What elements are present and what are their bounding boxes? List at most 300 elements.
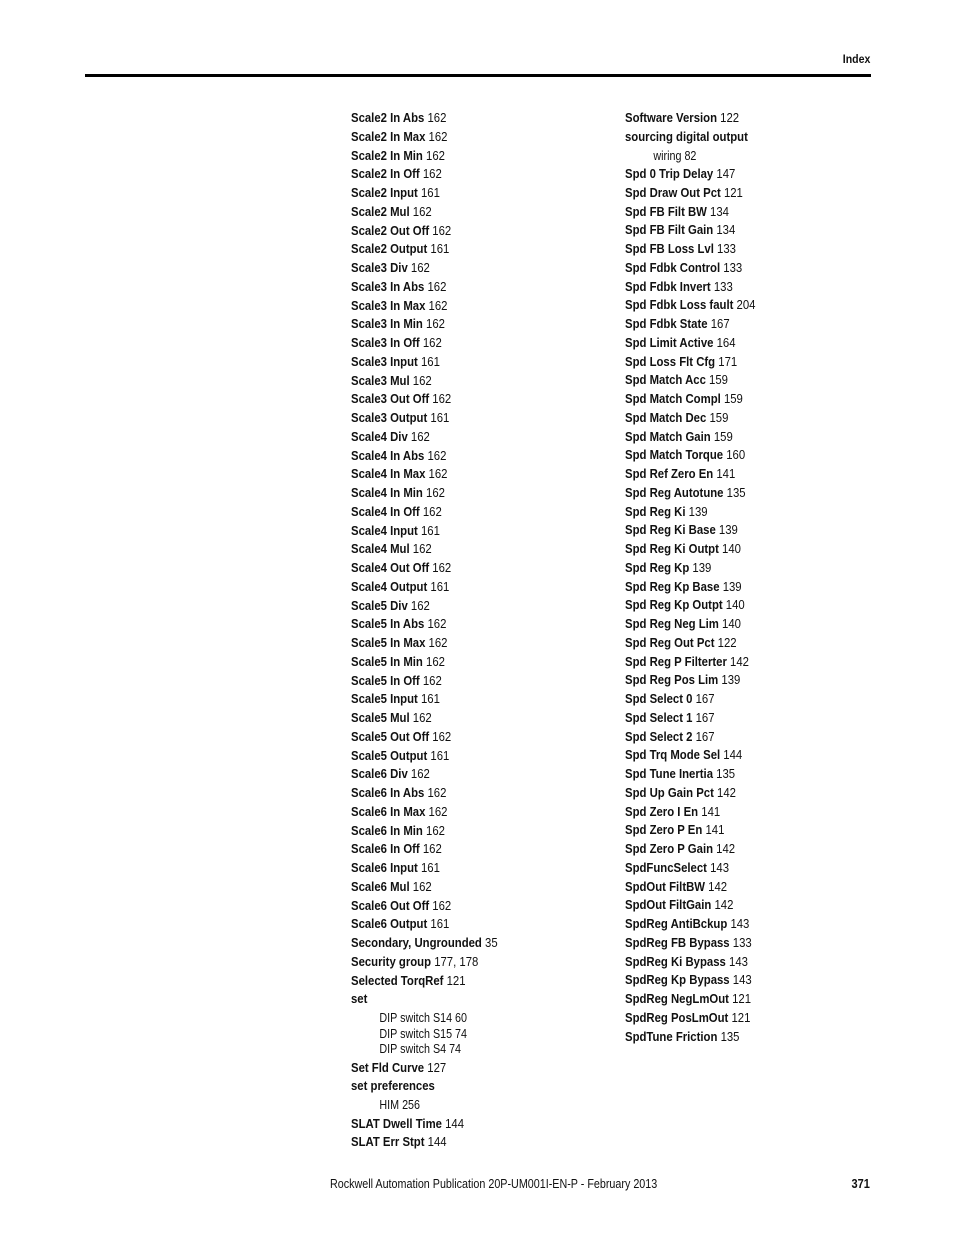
index-entry [351,1133,498,1152]
index-pages: 162 [412,203,432,219]
index-pages: 127 [427,1059,447,1075]
index-term: SpdReg Kp Bypass [625,972,730,988]
index-term: Spd Reg Out Pct [625,634,715,650]
index-term: Scale4 In Off [351,503,420,519]
index-term: Spd Select 0 [625,691,693,706]
index-pages: 135 [716,766,736,781]
index-pages: 35 [485,935,498,950]
index-entry [625,728,755,747]
index-entry [351,1059,498,1078]
index-pages: 141 [716,466,736,481]
index-entry [625,109,755,128]
index-pages: 121 [731,1009,751,1025]
index-pages: 122 [720,110,740,125]
index-entry [625,428,755,447]
index-pages: 122 [717,634,737,650]
index-entry [625,371,755,390]
index-pages: 162 [410,428,430,444]
index-entry [351,803,498,822]
index-pages: 161 [420,185,440,200]
index-entry [625,953,755,972]
index-entry [351,315,498,334]
index-entry [351,784,498,803]
index-entry [625,896,755,915]
index-subentries [351,1011,522,1058]
index-term: Scale2 Out Off [351,222,430,238]
index-entry [351,990,498,1009]
index-term: Spd FB Loss Lvl [625,241,714,256]
index-pages: 162 [428,803,448,819]
index-term: Set Fld Curve [351,1059,425,1075]
index-entry [625,296,755,315]
index-pages: 177, 178 [434,953,479,969]
index-entry [625,128,755,147]
index-pages: 162 [428,466,448,482]
index-pages: 204 [736,297,756,313]
index-term: Spd Match Dec [625,409,707,425]
index-entry [351,428,498,447]
index-entry [625,203,755,222]
index-term: Spd Fdbk State [625,316,708,331]
index-pages: 162 [428,297,448,313]
index-entry [351,447,498,466]
index-term: SpdTune Friction [625,1028,718,1044]
index-term: Scale5 Input [351,691,418,707]
index-entry [625,803,755,822]
index-pages: 162 [412,372,432,388]
index-pages: 139 [688,503,708,519]
index-entry [351,203,498,222]
index-entry [625,409,755,428]
index-entry [625,709,755,728]
index-term: Scale6 Mul [351,878,410,894]
index-entry [351,540,498,559]
index-pages: 139 [721,672,741,688]
index-pages: 162 [412,710,432,725]
index-entry [625,559,755,578]
index-term: set [351,991,368,1007]
index-entry [351,409,498,428]
index-term: Spd Match Torque [625,447,724,463]
index-term: Spd Limit Active [625,334,714,350]
index-term: SpdOut FiltGain [625,897,712,913]
index-entry [351,765,498,784]
index-pages: 143 [710,859,730,875]
index-term: SpdReg PosLmOut [625,1009,729,1025]
index-pages: 141 [705,822,725,838]
index-pages: 162 [410,766,430,782]
index-pages: 142 [717,784,736,800]
index-term: Spd Reg Ki Base [625,522,716,538]
index-term: Scale3 In Min [351,316,423,332]
index-term: Scale2 In Min [351,147,423,163]
index-entry [625,165,755,184]
index-pages: 162 [428,128,448,144]
index-entry [625,465,755,484]
index-term: Scale5 In Off [351,672,420,688]
index-term: Scale4 In Abs [351,447,425,463]
index-term: Spd Reg Kp Outpt [625,597,723,613]
index-pages: 144 [427,1134,447,1150]
index-pages: 167 [695,728,715,744]
index-term: Scale4 Output [351,578,428,594]
index-pages: 143 [729,953,748,969]
index-entry [625,278,755,297]
index-pages: 162 [427,616,447,632]
index-term: Spd Zero I En [625,803,699,819]
index-term: Scale6 Input [351,860,418,875]
index-term: SpdOut FiltBW [625,878,706,894]
index-pages: 133 [732,934,752,950]
index-entry [625,840,755,859]
index-pages: 162 [426,822,445,838]
index-pages: 141 [701,803,721,819]
index-term: Scale2 Input [351,185,418,200]
index-term: Scale6 Div [351,766,408,782]
index-pages: 142 [708,878,728,894]
index-term: Scale5 Output [351,747,428,763]
index-term: Spd Reg Pos Lim [625,672,719,688]
index-term: SpdReg Ki Bypass [625,953,726,969]
index-term: Scale6 Output [351,916,428,932]
index-term: Scale5 In Max [351,635,426,650]
index-entry [351,240,498,259]
index-subentry: DIP switch S15 74 [379,1026,468,1041]
index-entry [351,953,498,972]
index-term: Spd 0 Trip Delay [625,166,714,181]
index-pages: 159 [709,372,728,388]
index-entry [625,484,755,503]
index-entry [351,934,498,953]
index-entry [351,915,498,934]
index-pages: 167 [695,709,715,725]
index-pages: 161 [430,241,450,257]
index-pages: 160 [726,447,746,463]
index-term: Secondary, Ungrounded [351,935,482,950]
index-term: Scale3 Output [351,410,428,425]
index-pages: 143 [730,916,750,931]
index-pages: 121 [732,991,752,1006]
index-column-left [351,109,522,1152]
index-pages: 162 [426,147,445,163]
index-term: Spd Up Gain Pct [625,784,714,800]
index-term: Scale4 Div [351,428,408,444]
index-entry [351,709,498,728]
index-pages: 121 [446,972,466,988]
index-subentries [625,149,777,165]
index-term: Scale5 In Min [351,653,423,669]
index-term: Spd Loss Flt Cfg [625,353,716,369]
index-entry [625,390,755,409]
index-term: SpdFuncSelect [625,859,707,875]
index-entry [351,465,498,484]
index-pages: 135 [726,484,746,500]
index-entry [351,484,498,503]
index-entry [625,934,755,953]
index-pages: 161 [430,410,450,425]
index-pages: 162 [427,278,447,294]
index-pages: 140 [722,616,741,631]
index-entry [351,259,498,278]
index-subentry: DIP switch S4 74 [379,1042,462,1056]
index-entry [351,184,498,203]
index-entry [351,634,498,653]
index-pages: 159 [709,409,729,425]
index-term: sourcing digital output [625,128,748,144]
index-pages: 161 [420,522,440,538]
index-term: Spd Reg P Filterter [625,653,727,669]
index-term: Scale2 Output [351,241,428,257]
index-pages: 134 [710,203,729,219]
index-term: Scale5 Div [351,597,408,613]
index-pages: 140 [725,597,745,613]
index-entry [351,559,498,578]
index-entry [625,746,755,765]
index-entry [625,765,755,784]
index-term: Spd Reg Kp Base [625,578,720,594]
index-entry [625,615,755,634]
index-term: Scale3 In Off [351,335,420,350]
index-pages: 171 [718,353,738,369]
index-term: Spd Ref Zero En [625,466,714,481]
index-pages: 162 [422,841,442,857]
index-term: Spd Fdbk Invert [625,278,711,294]
index-term: Scale3 Mul [351,372,410,388]
index-pages: 147 [716,166,736,181]
index-term: Scale2 In Off [351,166,420,182]
index-entry [625,315,755,334]
index-entry [351,859,498,878]
index-term: Spd Select 2 [625,728,693,744]
index-entry [351,615,498,634]
index-term: Spd Reg Neg Lim [625,616,719,631]
index-pages: 162 [432,391,452,407]
index-term: Spd Trq Mode Sel [625,747,721,763]
index-term: Spd Tune Inertia [625,766,714,781]
index-entry [625,634,755,653]
index-term: Scale3 Input [351,353,418,369]
index-pages: 164 [716,334,736,350]
index-term: Spd Select 1 [625,709,693,725]
index-entry [625,990,755,1009]
index-term: Scale4 Input [351,522,418,538]
index-pages: 162 [426,316,445,332]
index-entry [351,334,498,353]
index-entry [351,897,498,916]
index-column-right [625,109,777,1046]
index-pages: 162 [426,653,445,669]
index-entry [351,878,498,897]
index-entry [625,521,755,540]
index-term: Spd Match Acc [625,372,706,388]
index-entry [625,353,755,372]
index-term: Scale3 In Abs [351,278,425,294]
index-term: Scale2 In Abs [351,110,425,125]
index-entry [351,522,498,541]
index-entry [625,821,755,840]
index-entry [351,1115,498,1134]
index-pages: 161 [420,860,440,875]
index-term: Scale6 In Abs [351,785,425,800]
index-term: Scale2 In Max [351,128,426,144]
index-entry [625,690,755,709]
index-term: Scale6 In Max [351,803,426,819]
index-pages: 144 [723,747,743,763]
index-pages: 139 [722,578,742,594]
index-entry [351,690,498,709]
index-entry [625,915,755,934]
index-term: SLAT Err Stpt [351,1134,425,1150]
index-pages: 167 [695,691,715,706]
index-term: Scale4 Out Off [351,560,430,575]
index-term: Scale6 Out Off [351,897,430,913]
index-pages: 162 [422,672,442,688]
index-pages: 161 [430,578,450,594]
index-entry [351,840,498,859]
index-pages: 162 [432,560,452,575]
index-entry [351,278,498,297]
index-entry [351,147,498,166]
index-pages: 142 [730,653,749,669]
index-pages: 162 [428,635,448,650]
index-term: Software Version [625,110,718,125]
index-pages: 144 [445,1115,465,1131]
index-pages: 161 [420,691,440,707]
index-term: Scale5 Out Off [351,728,430,744]
index-term: Scale6 In Off [351,841,420,857]
index-pages: 162 [412,541,432,557]
index-pages: 162 [422,166,442,182]
index-term: Scale4 In Max [351,466,426,482]
index-entry [625,1009,755,1028]
index-entry [351,728,498,747]
index-entry [351,972,498,991]
index-pages: 139 [692,559,712,575]
index-pages: 135 [720,1028,740,1044]
index-entry [625,653,755,672]
index-entry [625,334,755,353]
index-entry [625,784,755,803]
index-term: Scale2 Mul [351,203,410,219]
index-term: Scale6 In Min [351,822,423,838]
index-entry [351,297,498,316]
index-term: Spd Reg Ki [625,503,686,519]
index-subentries [351,1098,522,1114]
index-pages: 162 [427,785,447,800]
index-pages: 134 [716,222,736,238]
index-term: SpdReg NegLmOut [625,991,729,1006]
index-term: Spd Reg Ki Outpt [625,541,719,556]
header-rule [85,74,871,77]
index-pages: 162 [422,335,442,350]
index-term: SpdReg FB Bypass [625,934,730,950]
index-term: Spd Fdbk Loss fault [625,297,734,313]
index-entry [625,596,755,615]
index-pages: 142 [716,841,736,856]
index-pages: 162 [422,503,442,519]
index-term: Spd FB Filt Gain [625,222,714,238]
index-term: SLAT Dwell Time [351,1115,442,1131]
index-entry [351,597,498,616]
index-pages: 159 [713,428,733,444]
page-number: 371 [851,1177,870,1191]
index-subentry: wiring 82 [653,148,697,163]
index-entry [351,653,498,672]
index-term: Scale3 Div [351,260,408,275]
index-pages: 133 [717,241,736,256]
index-pages: 162 [410,597,430,613]
index-pages: 162 [427,447,447,463]
index-pages: 162 [432,897,452,913]
index-entry [351,390,498,409]
index-term: Security group [351,953,432,969]
index-pages: 162 [426,485,445,500]
index-pages: 162 [432,728,452,744]
index-pages: 121 [723,184,743,200]
index-subentry: HIM 256 [379,1098,421,1112]
index-entry [625,446,755,465]
index-pages: 139 [718,522,738,538]
index-term: Scale4 In Min [351,485,423,500]
index-pages: 142 [714,897,734,913]
index-term: Selected TorqRef [351,972,444,988]
index-term: Spd Match Gain [625,428,711,444]
index-pages: 143 [732,972,752,988]
index-term: SpdReg AntiBckup [625,916,728,931]
index-entry [625,859,755,878]
index-entry [625,540,755,559]
index-term: Spd Reg Autotune [625,484,724,500]
index-pages: 162 [412,878,432,894]
index-entry [351,822,498,841]
index-pages: 133 [713,278,733,294]
index-pages: 162 [410,260,430,275]
index-term: Spd FB Filt BW [625,203,707,219]
running-header: Index [842,52,870,66]
index-term: Spd Zero P En [625,822,703,838]
index-pages: 162 [432,222,452,238]
index-pages: 162 [427,110,447,125]
index-term: Scale3 Out Off [351,391,430,407]
index-entry [351,372,498,391]
index-term: Scale5 Mul [351,710,410,725]
index-entry [351,165,498,184]
index-term: Spd Draw Out Pct [625,184,721,200]
index-pages: 161 [430,916,450,932]
index-entry [351,503,498,522]
index-entry [625,184,755,203]
index-entry [625,578,755,597]
index-entry [625,671,755,690]
index-entry [625,878,755,897]
footer-publication: Rockwell Automation Publication 20P-UM001I-EN-P - February 2013 [330,1177,658,1191]
index-entry [351,1077,498,1096]
index-entry [625,259,755,278]
index-entry [625,221,755,240]
index-pages: 161 [430,747,450,763]
index-entry [351,128,498,147]
index-entry [625,503,755,522]
index-pages: 167 [710,316,730,331]
index-entry [351,109,498,128]
index-term: set preferences [351,1078,435,1094]
index-pages: 140 [722,541,741,556]
index-pages: 161 [420,353,440,369]
index-term: Scale4 Mul [351,541,410,557]
index-entry [351,222,498,241]
index-entry [625,971,755,990]
index-term: Spd Zero P Gain [625,841,714,856]
